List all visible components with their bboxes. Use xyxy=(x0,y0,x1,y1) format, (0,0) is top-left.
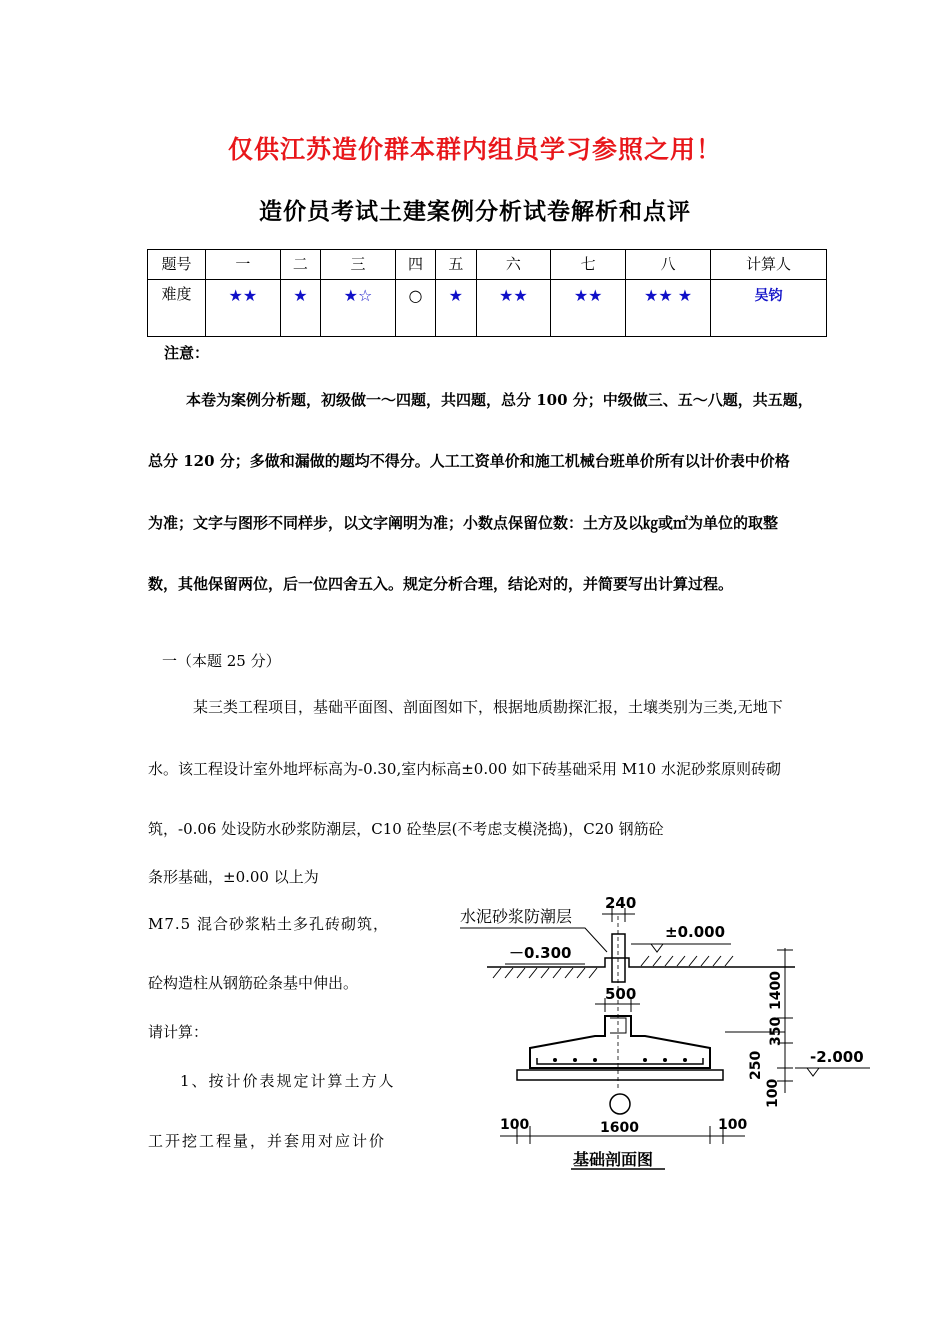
dim-100-vertical: 100 xyxy=(765,1078,781,1108)
difficulty-rating: ○ xyxy=(395,280,435,337)
dim-right: 100 xyxy=(718,1117,748,1133)
question-line: 砼构造柱从钢筋砼条基中伸出。 xyxy=(148,974,359,992)
difficulty-table xyxy=(147,249,827,337)
difficulty-rating: ★☆ xyxy=(321,280,396,337)
question-line: 1、按计价表规定计算土方人 xyxy=(180,1072,396,1090)
column-header: 七 xyxy=(551,250,626,280)
axis-bubble xyxy=(610,1094,630,1114)
column-header: 三 xyxy=(321,250,396,280)
question-line: M7.5 混合砂浆粘土多孔砖砌筑， xyxy=(148,915,389,933)
question-line: 水。该工程设计室外地坪标高为-0.30,室内标高±0.00 如下砖基础采用 M10 水泥砂浆原则砖砌 xyxy=(148,760,781,778)
question-line: 条形基础，±0.00 以上为 xyxy=(148,868,319,886)
column-header: 一 xyxy=(206,250,281,280)
notes-line: 总分 120 分；多做和漏做的题均不得分。人工工资单价和施工机械台班单价所有以计价表中价格 xyxy=(148,452,790,470)
question-heading: 一（本题 25 分） xyxy=(162,652,281,670)
notes-label: 注意： xyxy=(164,344,210,362)
question-line: 某三类工程项目，基础平面图、剖面图如下，根据地质勘探汇报，土壤类别为三类,无地下 xyxy=(193,698,783,716)
difficulty-rating: ★★ xyxy=(206,280,281,337)
rebar-dots xyxy=(553,1058,687,1062)
column-header: 五 xyxy=(436,250,476,280)
question-line: 工开挖工程量，并套用对应计价 xyxy=(148,1132,387,1150)
rc-strip-footing xyxy=(530,1016,710,1068)
row-label: 难度 xyxy=(148,280,206,337)
column-header: 四 xyxy=(395,250,435,280)
table-row xyxy=(148,280,827,337)
question-line: 请计算： xyxy=(148,1023,209,1041)
elev-outdoor-label: －0.300 xyxy=(509,944,572,962)
foundation-section-diagram xyxy=(455,888,875,1173)
elev-mark xyxy=(795,1068,870,1076)
concrete-bedding xyxy=(517,1070,723,1080)
table-row xyxy=(148,250,827,280)
dpc-label: 水泥砂浆防潮层 xyxy=(460,907,573,926)
difficulty-rating: ★★ ★ xyxy=(626,280,711,337)
dim-wall: 240 xyxy=(605,894,637,912)
copyright-notice: 仅供江苏造价群本群内组员学习参照之用！ xyxy=(227,135,722,164)
difficulty-rating: ★★ xyxy=(551,280,626,337)
diagram-caption: 基础剖面图 xyxy=(573,1150,654,1169)
notes-line: 本卷为案例分析题，初级做一～四题，共四题，总分 100 分；中级做三、五～八题，共五题， xyxy=(186,391,813,409)
difficulty-rating: ★ xyxy=(280,280,320,337)
rebar xyxy=(537,1058,703,1064)
row-label: 题号 xyxy=(148,250,206,280)
elev-zero-label: ±0.000 xyxy=(665,923,726,941)
question-line: 筑，-0.06 处设防水砂浆防潮层，C10 砼垫层(不考虑支模浇捣)，C20 钢筋砼 xyxy=(148,820,664,838)
calculator-name: 吴钧 xyxy=(711,280,827,337)
page-title: 造价员考试土建案例分析试卷解析和点评 xyxy=(259,199,691,225)
dim-350: 350 xyxy=(768,1016,784,1046)
dim-left: 100 xyxy=(500,1117,530,1133)
column-header: 计算人 xyxy=(711,250,827,280)
column-header: 二 xyxy=(280,250,320,280)
dim-250: 250 xyxy=(748,1050,764,1080)
elev-mark xyxy=(631,944,731,952)
elev-bottom-label: -2.000 xyxy=(810,1048,864,1066)
dim-width: 1600 xyxy=(600,1120,639,1136)
column-header: 八 xyxy=(626,250,711,280)
dim-1400: 1400 xyxy=(768,971,784,1010)
column-header: 六 xyxy=(476,250,551,280)
difficulty-rating: ★★ xyxy=(476,280,551,337)
notes-line: 为准；文字与图形不同样步，以文字阐明为准；小数点保留位数：土方及以㎏或㎡为单位的取整 xyxy=(148,514,779,532)
notes-line: 数，其他保留两位，后一位四舍五入。规定分析合理，结论对的，并简要写出计算过程。 xyxy=(148,575,734,593)
difficulty-rating: ★ xyxy=(436,280,476,337)
dim-footing-top: 500 xyxy=(605,985,637,1003)
